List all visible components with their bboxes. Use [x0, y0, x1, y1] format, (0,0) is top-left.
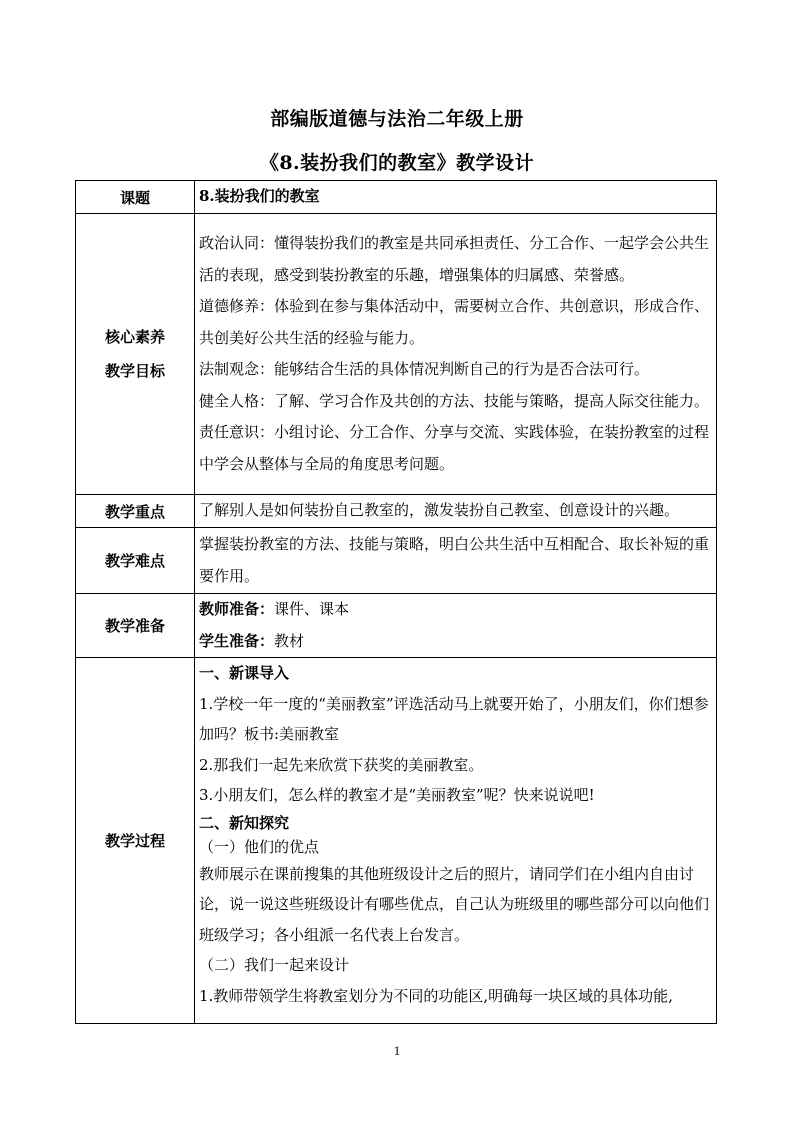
goal-personality: 健全人格：了解、学习合作及共创的方法、技能与策略，提高人际交往能力。 [199, 391, 710, 410]
explore-step-1: 1.教师带领学生将教室划分为不同的功能区,明确每一块区域的具体功能, [199, 986, 673, 1005]
goals-label-line1: 核心素养 [104, 328, 165, 346]
intro-step-2: 2.那我们一起先来欣赏下获奖的美丽教室。 [199, 755, 484, 774]
section-explore-heading: 二、新知探究 [199, 813, 290, 832]
teacher-prep-value: 课件、课本 [274, 600, 350, 618]
explore-paragraph: 教师展示在课前搜集的其他班级设计之后的照片，请同学们在小组内自由讨论，说一说这些班级设计有哪些优点，自己认为班级里的哪些部分可以向他们班级学习；各小组派一名代表上台发言。 [199, 864, 710, 944]
topic-value: 8.装扮我们的教室 [195, 181, 717, 214]
table-row [76, 495, 717, 528]
lesson-plan-table [75, 180, 717, 1024]
difficulty-value: 掌握装扮教室的方法、技能与策略，明白公共生活中互相配合、取长补短的重要作用。 [195, 528, 717, 594]
student-prep-value: 教材 [274, 631, 305, 650]
difficulty-label: 教学难点 [76, 528, 195, 594]
document-subtitle: 《8.装扮我们的教室》教学设计 [259, 152, 535, 174]
table-row [76, 214, 717, 495]
table-row [76, 658, 717, 1024]
goal-political: 政治认同：懂得装扮我们的教室是共同承担责任、分工合作、一起学会公共生活的表现，感受到装扮教室的乐趣，增强集体的归属感、荣誉感。 [199, 234, 710, 284]
prep-label: 教学准备 [76, 594, 195, 658]
student-prep [199, 626, 712, 658]
teacher-prep-label: 教师准备： [199, 600, 275, 618]
table-row [76, 528, 717, 594]
goals-content [195, 214, 717, 495]
topic-label: 课题 [76, 181, 195, 214]
process-label: 教学过程 [76, 658, 195, 1024]
prep-content [195, 594, 717, 658]
explore-sub-1: （一）他们的优点 [199, 837, 320, 856]
goals-label [76, 214, 195, 495]
goal-moral: 道德修养：体验到在参与集体活动中，需要树立合作、共创意识，形成合作、共创美好公共生活的经验与能力。 [199, 297, 710, 347]
key-label: 教学重点 [76, 495, 195, 528]
goals-label-line2: 教学目标 [104, 362, 165, 380]
intro-step-3: 3.小朋友们，怎么样的教室才是“美丽教室”呢？快来说说吧! [199, 786, 595, 804]
table-row [76, 181, 717, 214]
document-title: 部编版道德与法治二年级上册 [270, 108, 524, 130]
key-value: 了解别人是如何装扮自己教室的，激发装扮自己教室、创意设计的兴趣。 [195, 495, 717, 528]
goal-law: 法制观念：能够结合生活的具体情况判断自己的行为是否合法可行。 [199, 360, 650, 378]
table-row [76, 594, 717, 658]
student-prep-label: 学生准备： [199, 631, 275, 650]
intro-step-1: 1.学校一年一度的“美丽教室”评选活动马上就要开始了，小朋友们，你们想参加吗？板书:美丽教室 [199, 694, 709, 743]
section-intro-heading: 一、新课导入 [199, 664, 290, 682]
teacher-prep [199, 594, 712, 626]
explore-sub-2: （二）我们一起来设计 [199, 956, 350, 974]
page-number: 1 [393, 1043, 401, 1058]
goal-responsibility: 责任意识：小组讨论、分工合作、分享与交流、实践体验，在装扮教室的过程中学会从整体与全局的角度思考问题。 [199, 423, 710, 473]
process-content [195, 658, 717, 1024]
